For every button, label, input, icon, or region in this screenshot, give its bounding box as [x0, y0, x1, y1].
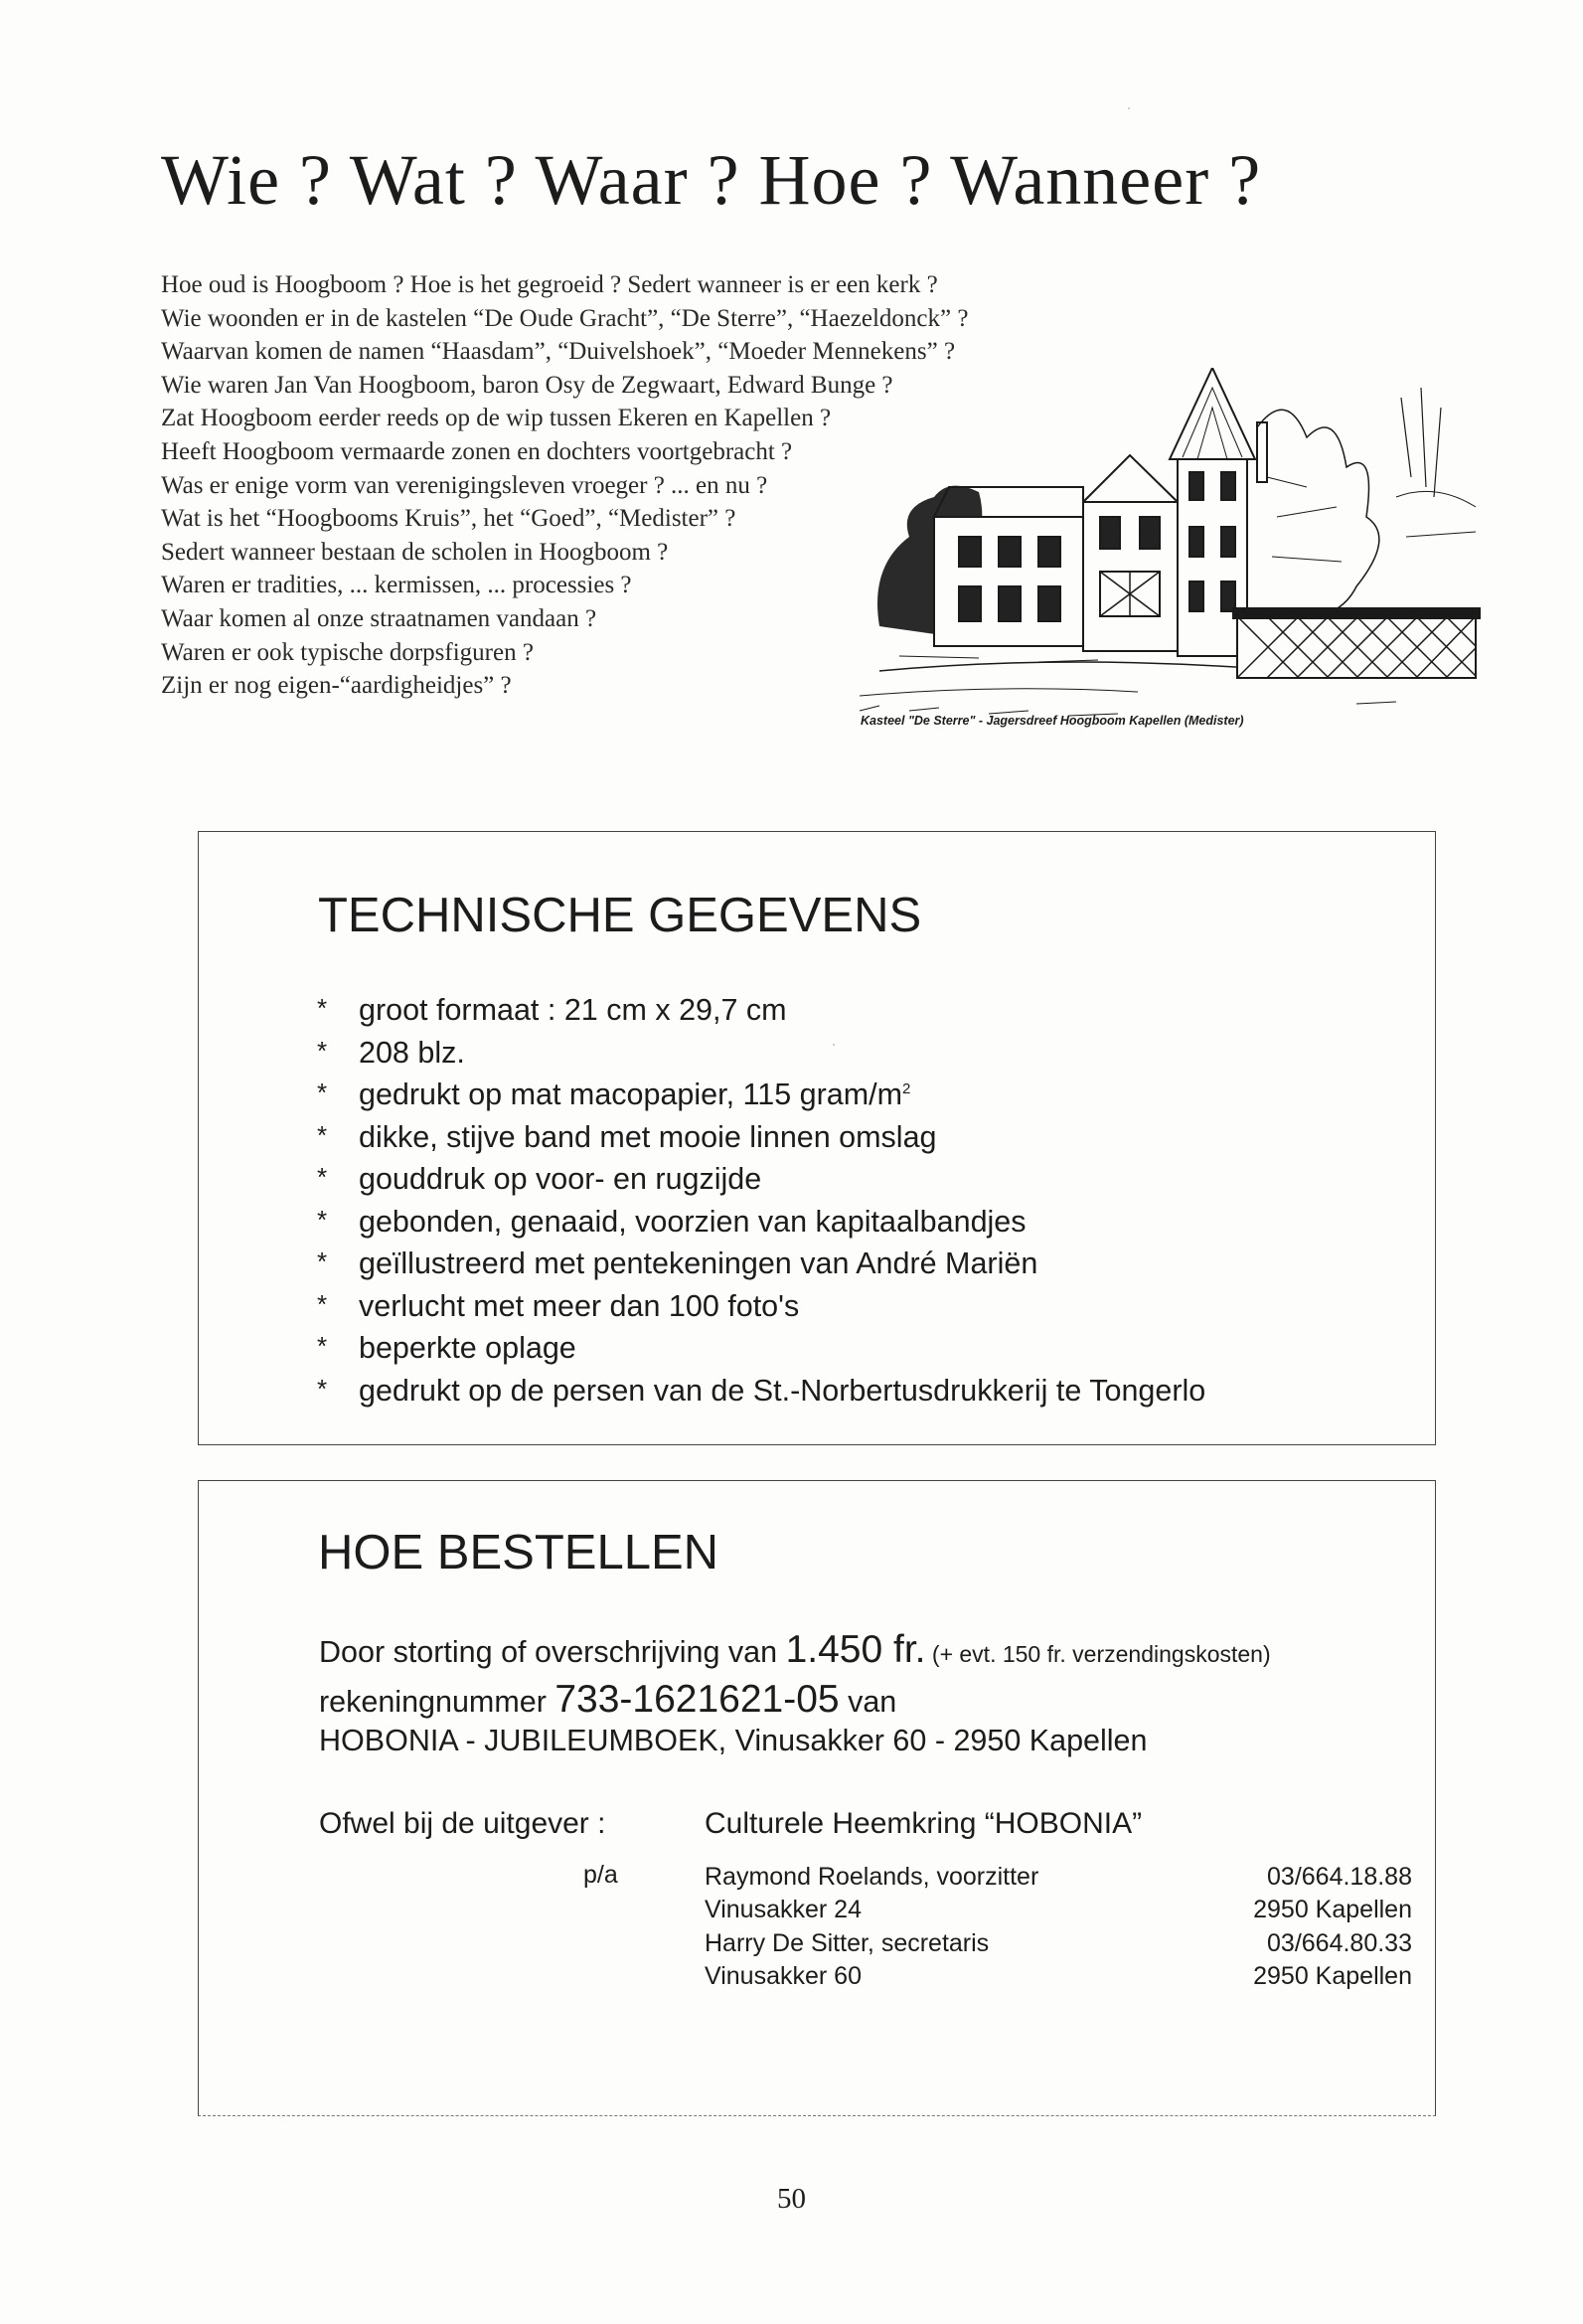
question-item: Zijn er nog eigen-“aardigheidjes” ? [161, 672, 512, 700]
question-item: Hoe oud is Hoogboom ? Hoe is het gegroeid ? Sedert wanneer is er een kerk ? [161, 271, 938, 298]
technical-title: TECHNISCHE GEGEVENS [318, 889, 922, 942]
scan-speck [1128, 107, 1130, 109]
question-item: Waren er ook typische dorpsfiguren ? [161, 638, 534, 666]
contact-row: Vinusakker 24 2950 Kapellen [705, 1896, 1412, 1924]
technical-details-box [198, 831, 1436, 1445]
superscript: 2 [902, 1079, 911, 1097]
question-item: Heeft Hoogboom vermaarde zonen en dochters voortgebracht ? [161, 437, 793, 465]
technical-item: * gebonden, genaaid, voorzien van kapitaalbandjes [317, 1201, 1205, 1244]
order-info-box [198, 1480, 1436, 2116]
question-item: Wat is het “Hoogbooms Kruis”, het “Goed”, “Medister” ? [161, 505, 736, 533]
publisher-name: Culturele Heemkring “HOBONIA” [705, 1807, 1143, 1840]
account-number: 733-1621621-05 [554, 1678, 840, 1721]
technical-item: * gouddruk op voor- en rugzijde [317, 1158, 1205, 1201]
scan-speck [833, 1044, 835, 1046]
question-item: Was er enige vorm van verenigingsleven vroeger ? ... en nu ? [161, 471, 768, 499]
question-item: Zat Hoogboom eerder reeds op de wip tussen Ekeren en Kapellen ? [161, 405, 832, 432]
illustration-caption: Kasteel "De Sterre" - Jagersdreef Hoogboom Kapellen (Medister) [861, 714, 1244, 728]
technical-item: * dikke, stijve band met mooie linnen omslag [317, 1116, 1205, 1159]
technical-list [317, 989, 1205, 1411]
pa-label: p/a [583, 1861, 618, 1889]
publisher-label: Ofwel bij de uitgever : [319, 1807, 606, 1840]
technical-item: * geïllustreerd met pentekeningen van André Mariën [317, 1243, 1205, 1285]
technical-item: * gedrukt op mat macopapier, 115 gram/$m^2$ [317, 1074, 1205, 1116]
contact-row: Vinusakker 60 2950 Kapellen [705, 1962, 1412, 1991]
contact-list [705, 1861, 1412, 1994]
castle-drawing [840, 368, 1496, 726]
order-title: HOE BESTELLEN [318, 1526, 719, 1579]
price: 1.450 fr. [785, 1628, 926, 1671]
contact-row: Raymond Roelands, voorzitter 03/664.18.88 [705, 1863, 1412, 1891]
page-number: 50 [777, 2183, 806, 2215]
technical-item: * beperkte oplage [317, 1327, 1205, 1370]
shipping-note: (+ evt. 150 fr. verzendingskosten) [925, 1641, 1271, 1667]
address-line: HOBONIA - JUBILEUMBOEK, Vinusakker 60 - 2950 Kapellen [319, 1724, 1148, 1757]
technical-item: * 208 blz. [317, 1032, 1205, 1075]
page-title: Wie ? Wat ? Waar ? Hoe ? Wanneer ? [161, 140, 1262, 220]
question-item: Waar komen al onze straatnamen vandaan ? [161, 604, 597, 632]
question-item: Wie waren Jan Van Hoogboom, baron Osy de Zegwaart, Edward Bunge ? [161, 371, 893, 399]
payment-line: Door storting of overschrijving van 1.450 fr. (+ evt. 150 fr. verzendingskosten) [319, 1628, 1271, 1671]
technical-item: * gedrukt op de persen van de St.-Norbertusdrukkerij te Tongerlo [317, 1370, 1205, 1412]
question-item: Sedert wanneer bestaan de scholen in Hoogboom ? [161, 538, 669, 566]
account-line: rekeningnummer 733-1621621-05 van [319, 1678, 897, 1721]
question-item: Wie woonden er in de kastelen “De Oude Gracht”, “De Sterre”, “Haezeldonck” ? [161, 304, 969, 332]
question-item: Waarvan komen de namen “Haasdam”, “Duivelshoek”, “Moeder Mennekens” ? [161, 338, 956, 366]
technical-item: * verlucht met meer dan 100 foto's [317, 1285, 1205, 1328]
technical-item: * groot formaat : 21 cm x 29,7 cm [317, 989, 1205, 1032]
question-item: Waren er tradities, ... kermissen, ... processies ? [161, 572, 632, 599]
contact-row: Harry De Sitter, secretaris 03/664.80.33 [705, 1928, 1412, 1957]
